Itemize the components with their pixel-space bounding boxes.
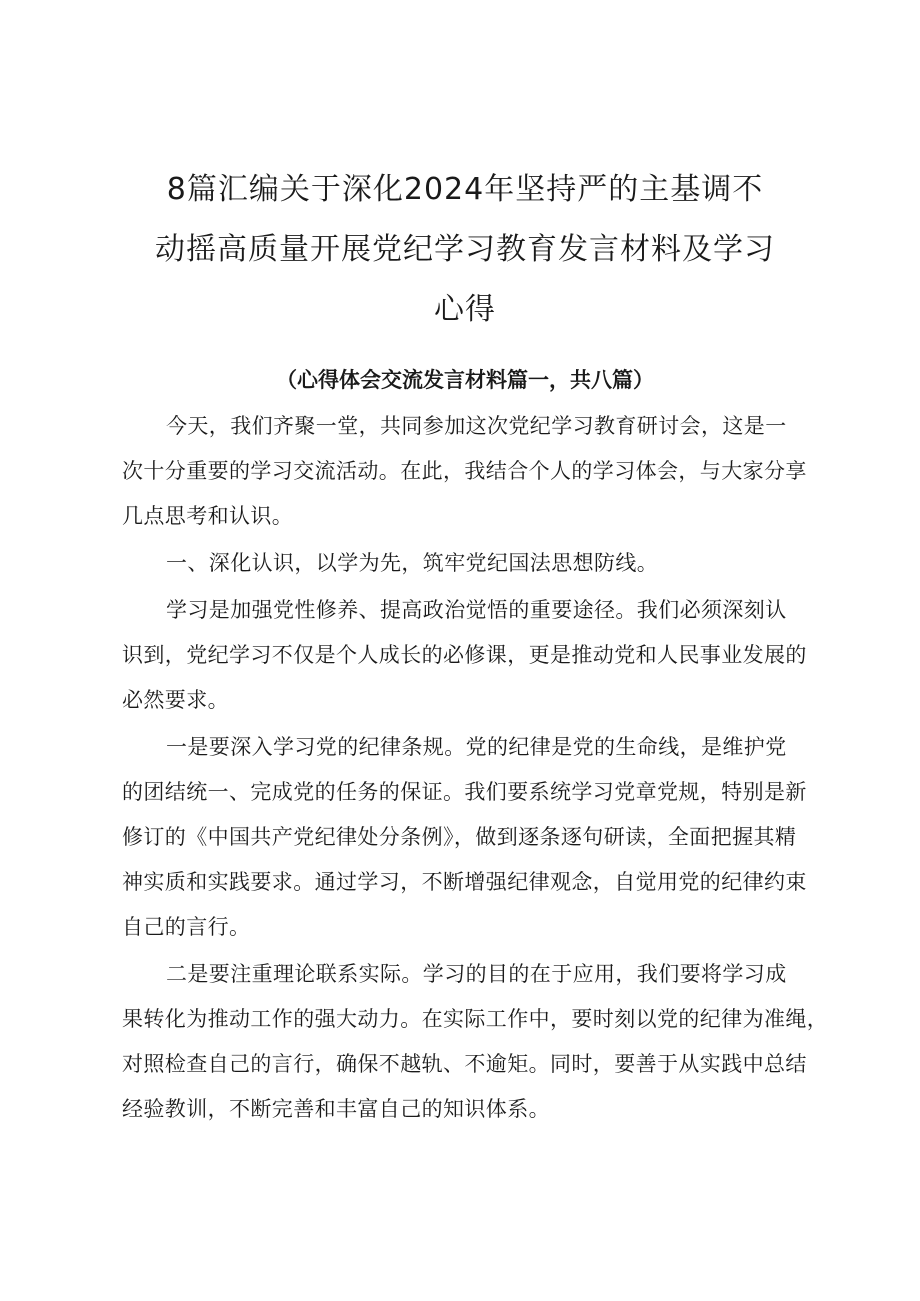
paragraph-line: 学习是加强党性修养、提高政治觉悟的重要途径。我们必须深刻认 [166, 598, 787, 622]
paragraph-point-one [122, 725, 812, 950]
title-line: 心得 [434, 292, 496, 327]
paragraph-line: 对照检查自己的言行，确保不越轨、不逾矩。同时，要善于从实践中总结 [122, 1052, 807, 1076]
document-subtitle: （心得体会交流发言材料篇一，共八篇） [276, 367, 654, 392]
paragraph-line: 今天，我们齐聚一堂，共同参加这次党纪学习教育研讨会，这是一 [166, 414, 787, 438]
paragraph-line: 一是要深入学习党的纪律条规。党的纪律是党的生命线，是维护党 [166, 735, 787, 759]
paragraph-line: 识到，党纪学习不仅是个人成长的必修课，更是推动党和人民事业发展的 [122, 643, 807, 667]
paragraph-line: 二是要注重理论联系实际。学习的目的在于应用，我们要将学习成 [166, 962, 787, 986]
paragraph-line: 次十分重要的学习交流活动。在此，我结合个人的学习体会，与大家分享 [122, 459, 807, 483]
title-line: 8篇汇编关于深化2024年坚持严的主基调不 [166, 172, 764, 207]
document-body [122, 404, 829, 1134]
paragraph-line: 的团结统一、完成党的任务的保证。我们要系统学习党章党规，特别是新 [122, 780, 807, 804]
paragraph-intro [122, 404, 812, 539]
paragraph-line: 果转化为推动工作的强大动力。在实际工作中，要时刻以党的纪律为准绳， [122, 1007, 829, 1031]
paragraph-line: 修订的《中国共产党纪律处分条例》，做到逐条逐句研读，全面把握其精 [122, 825, 797, 849]
paragraph-line: 几点思考和认识。 [122, 504, 294, 528]
paragraph-line: 神实质和实践要求。通过学习，不断增强纪律观念，自觉用党的纪律约束 [122, 870, 807, 894]
title-line: 动摇高质量开展党纪学习教育发言材料及学习 [155, 232, 775, 267]
paragraph-line: 一、深化认识，以学为先，筑牢党纪国法思想防线。 [166, 551, 659, 575]
section-heading-one [122, 541, 812, 586]
paragraph-line: 必然要求。 [122, 688, 229, 712]
document-title [120, 160, 810, 340]
paragraph-line: 自己的言行。 [122, 915, 251, 939]
paragraph-study [122, 588, 812, 723]
paragraph-line: 经验教训，不断完善和丰富自己的知识体系。 [122, 1097, 550, 1121]
paragraph-point-two [122, 952, 829, 1132]
